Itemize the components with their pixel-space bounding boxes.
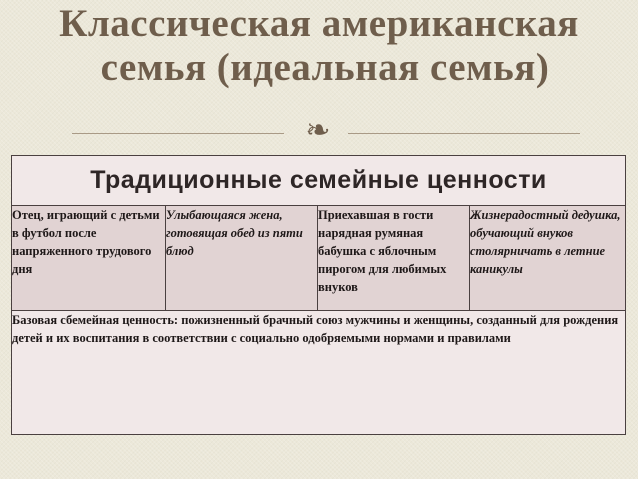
slide-title-line-2: семья (идеальная семья)	[100, 46, 550, 89]
table-row	[12, 206, 626, 311]
value-cell-wife: Улыбающаяся жена, готовящая обед из пяти блюд	[166, 206, 318, 311]
slide-title	[0, 2, 638, 90]
value-cell-grandfather: Жизнерадостный дедушка, обучающий внуков столярничать в летние каникулы	[470, 206, 626, 311]
value-cell-father: Отец, играющий с детьми в футбол после напряженного трудового дня	[12, 206, 166, 311]
table-header-row	[12, 156, 626, 206]
value-cell-grandmother: Приехавшая в гости нарядная румяная бабушка с яблочным пирогом для любимых внуков	[318, 206, 470, 311]
base-value-cell: Базовая сбемейная ценность: пожизненный брачный союз мужчины и женщины, созданный для рождения детей и их воспитания в соответствии с социально одобряемыми нормами и правилами	[12, 311, 626, 435]
title-divider-right	[348, 133, 580, 134]
family-values-table	[11, 155, 626, 435]
slide-title-line-1: Классическая американская	[59, 2, 579, 45]
fleuron-icon: ❧	[305, 113, 331, 148]
table-header: Традиционные семейные ценности	[12, 156, 626, 206]
title-divider-left	[72, 133, 284, 134]
table-row	[12, 311, 626, 435]
